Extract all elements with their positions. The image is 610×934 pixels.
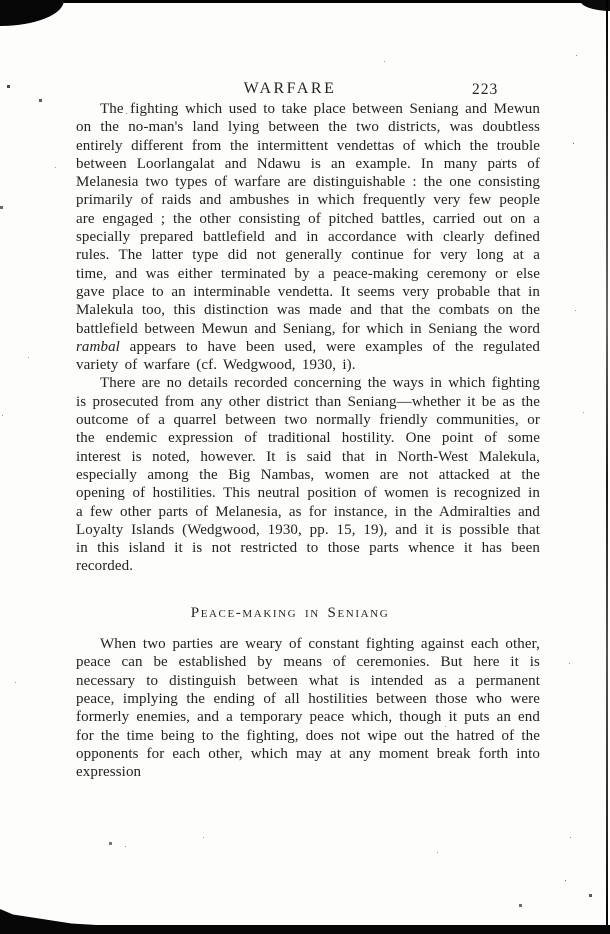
paragraph-fighting-types [76, 100, 540, 374]
paragraph-peace-ceremonies: When two parties are weary of constant fighting against each other, peace can be established by means of ceremonies. But here it is necessary to distinguish between what is intended as a permanent peace, implying the ending of all hostilities between those who were formerly enemies, and a temporary peace which, though it puts an end for the time being to the fighting, does not wipe out the hatred of the opponents for each other, which may at any moment break forth into expression [76, 636, 540, 781]
paragraph-text: The fighting which used to take place between Seniang and Mewun on the no-man's land lying between the two districts, was doubtless entirely different from the intermittent vendettas of which the trouble between Loorlangalat and Ndawu is an example. In many parts of Melanesia two types of warfare are distinguishable : the one consisting primarily of raids and ambushes in which frequently very few people are engaged ; the other consisting of pitched battles, carried out on a specially prepared battlefield and in accordance with clearly defined rules. The latter type did not generally continue for very long at a time, and was either terminated by a peace-making ceremony or else gave place to an interminable vendetta. It seems very probable that in Malekula too, this distinction was made and that the combats on the battlefield between Mewun and Seniang, for which in Seniang the word [76, 101, 540, 337]
running-header [76, 80, 540, 100]
scan-speckles [0, 0, 1, 1]
native-term-rambal: rambal [76, 338, 120, 355]
scan-edge-top [0, 0, 610, 3]
scan-edge-bottom-left-wedge [0, 909, 130, 934]
paragraph-no-details-recorded: There are no details recorded concerning the ways in which fighting is prosecuted from any other district than Seniang—whether it be as the outcome of a quarrel between two normally friendly communities, or the endemic expression of traditional hostility. One point of some interest is noted, however. It is said that in North-West Malekula, especially among the Big Nambas, women are not attacked at the opening of hostilities. This neutral position of women is recognized in a few other parts of Melanesia, as for instance, in the Admiralties and Loyalty Islands (Wedgwood, 1930, pp. 15, 19), and it is possible that in this island it is not restricted to those parts whence it has been recorded. [76, 375, 540, 575]
body-text [76, 100, 540, 781]
page-number: 223 [472, 81, 499, 98]
section-heading-peace-making: Peace-making in Seniang [190, 604, 390, 621]
scan-edge-right-line [606, 0, 608, 934]
scan-corner-top-left [0, 0, 64, 26]
paragraph-text: appears to have been used, were examples of the regulated variety of warfare (cf. Wedgwood, 1930, i). [76, 338, 540, 374]
page-title: WARFARE [243, 80, 337, 97]
